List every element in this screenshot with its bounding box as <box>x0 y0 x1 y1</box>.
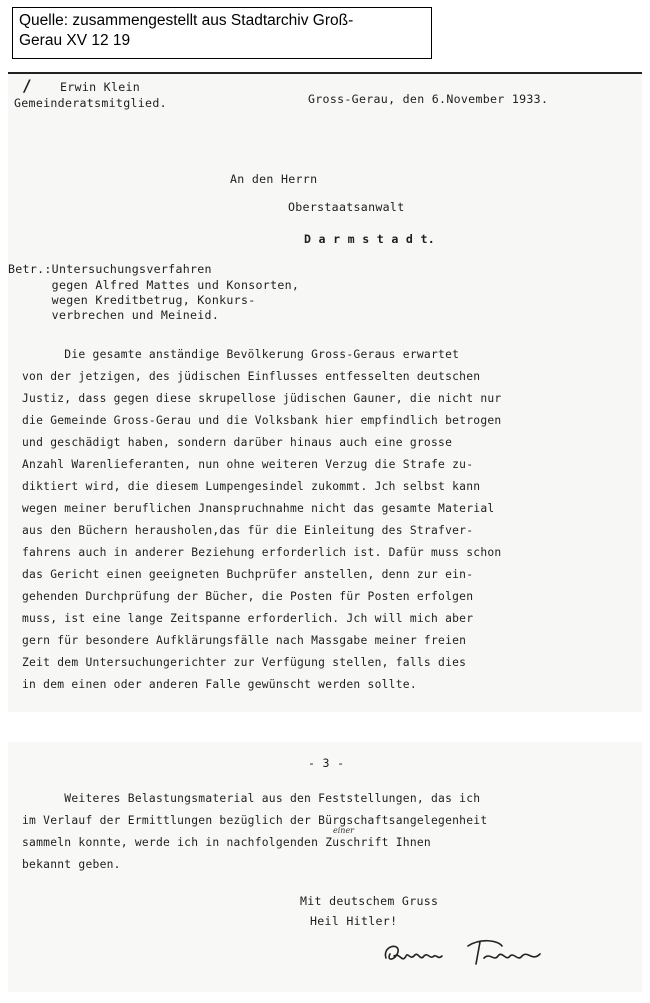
subject-line: Betr.:Untersuchungsverfahren <box>8 262 212 276</box>
body-line: muss, ist eine lange Zeitspanne erforderlich. Jch will mich aber <box>22 612 474 625</box>
body-line: Zeit dem Untersuchungerichter zur Verfügung stellen, falls dies <box>22 656 467 669</box>
closing-line-2: Heil Hitler! <box>310 914 398 928</box>
body-line: die Gemeinde Gross-Gerau und die Volksbank hier empfindlich betrogen <box>22 414 502 427</box>
subject-line: wegen Kreditbetrug, Konkurs- <box>8 293 256 307</box>
body-line: in dem einen oder anderen Falle gewünscht werden sollte. <box>22 678 417 691</box>
body-line: gehenden Durchprüfung der Bücher, die Posten für Posten erfolgen <box>22 590 474 603</box>
subject-line: gegen Alfred Mattes und Konsorten, <box>8 278 300 292</box>
body-line: von der jetzigen, des jüdischen Einflusses entfesselten deutschen <box>22 370 481 383</box>
body-line: gern für besondere Aufklärungsfälle nach Massgabe meiner freien <box>22 634 467 647</box>
subject-line: verbrechen und Meineid. <box>8 308 220 322</box>
source-citation-box <box>12 7 432 59</box>
handwritten-insert: einer <box>333 826 355 835</box>
page-top-rule <box>8 72 642 74</box>
recipient-city: D a r m s t a d t. <box>304 232 436 246</box>
page-number: - 3 - <box>308 756 345 770</box>
closing-line-1: Mit deutschem Gruss <box>300 894 439 908</box>
body-line: wegen meiner beruflichen Jnanspruchnahme nicht das gesamte Material <box>22 502 495 515</box>
letter-page <box>8 72 642 712</box>
body-line: Anzahl Warenlieferanten, nun ohne weiteren Verzug die Strafe zu- <box>22 458 474 471</box>
recipient-line-1: An den Herrn <box>230 172 318 186</box>
handwritten-signature <box>380 932 560 980</box>
body-line: Justiz, dass gegen diese skrupellose jüdischen Gauner, die nicht nur <box>22 392 502 405</box>
body-line: fahrens auch in anderer Beziehung erforderlich ist. Dafür muss schon <box>22 546 502 559</box>
body-line: sammeln konnte, werde ich in nachfolgenden Zuschrift Ihnen <box>22 836 431 849</box>
letter-page-3 <box>8 742 642 992</box>
body-line: Die gesamte anständige Bevölkerung Gross-Geraus erwartet <box>22 348 460 361</box>
body-line: und geschädigt haben, sondern darüber hinaus auch eine grosse <box>22 436 453 449</box>
place-date: Gross-Gerau, den 6.November 1933. <box>308 92 549 106</box>
recipient-line-2: Oberstaatsanwalt <box>288 200 405 214</box>
body-line: Weiteres Belastungsmaterial aus den Feststellungen, das ich <box>22 792 481 805</box>
slash-mark: / <box>22 76 32 95</box>
body-line: bekannt geben. <box>22 858 121 871</box>
sender-name: Erwin Klein <box>60 80 141 94</box>
source-line-2: Gerau XV 12 19 <box>19 32 131 49</box>
body-line: aus den Büchern herausholen,das für die Einleitung des Strafver- <box>22 524 474 537</box>
body-line: das Gericht einen geeigneten Buchprüfer anstellen, denn zur ein- <box>22 568 474 581</box>
body-line: im Verlauf der Ermittlungen bezüglich der Bürgschaftsangelegenheit <box>22 814 488 827</box>
source-line-1: Quelle: zusammengestellt aus Stadtarchiv Groß- <box>19 12 354 29</box>
body-line: diktiert wird, die diesem Lumpengesindel zukommt. Jch selbst kann <box>22 480 481 493</box>
sender-role: Gemeinderatsmitglied. <box>14 96 167 110</box>
